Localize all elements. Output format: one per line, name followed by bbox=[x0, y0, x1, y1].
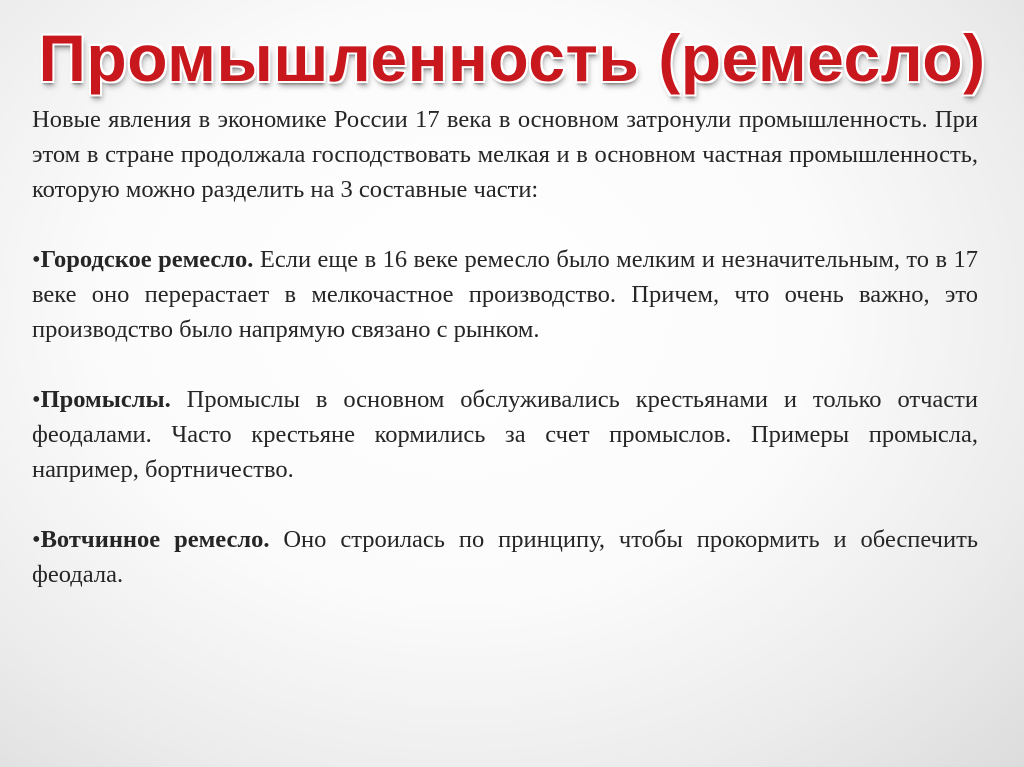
list-item-estate-craft bbox=[32, 522, 978, 592]
slide-body bbox=[32, 102, 978, 592]
term-estate-craft: Вотчинное ремесло. bbox=[40, 526, 270, 553]
term-trades: Промыслы. bbox=[40, 386, 171, 413]
term-city-craft: Городское ремесло. bbox=[40, 246, 254, 273]
slide-title: Промышленность (ремесло) bbox=[38, 21, 986, 95]
description-trades: Промыслы в основном обслуживались крестьянами и только отчасти феодалами. Часто крестьяне кормились за счет промыслов. Примеры промысла, например, бортничество. bbox=[32, 386, 978, 483]
description-city-craft: Если еще в 16 веке ремесло было мелким и незначительным, то в 17 веке оно перерастает в мелкочастное производство. Причем, что очень важно, это производство было напрямую связано с рынком. bbox=[32, 246, 978, 343]
bullet: • bbox=[32, 246, 41, 273]
description-estate-craft: Оно строилась по принципу, чтобы прокормить и обеспечить феодала. bbox=[32, 526, 978, 588]
bullet: • bbox=[32, 526, 41, 553]
list-item-trades bbox=[32, 382, 978, 487]
bullet: • bbox=[32, 386, 41, 413]
list-item-city-craft bbox=[32, 242, 978, 347]
intro-paragraph: Новые явления в экономике России 17 века в основном затронули промышленность. При этом в стране продолжала господствовать мелкая и в основном частная промышленность, которую можно разделить на 3 составные части: bbox=[32, 106, 978, 203]
